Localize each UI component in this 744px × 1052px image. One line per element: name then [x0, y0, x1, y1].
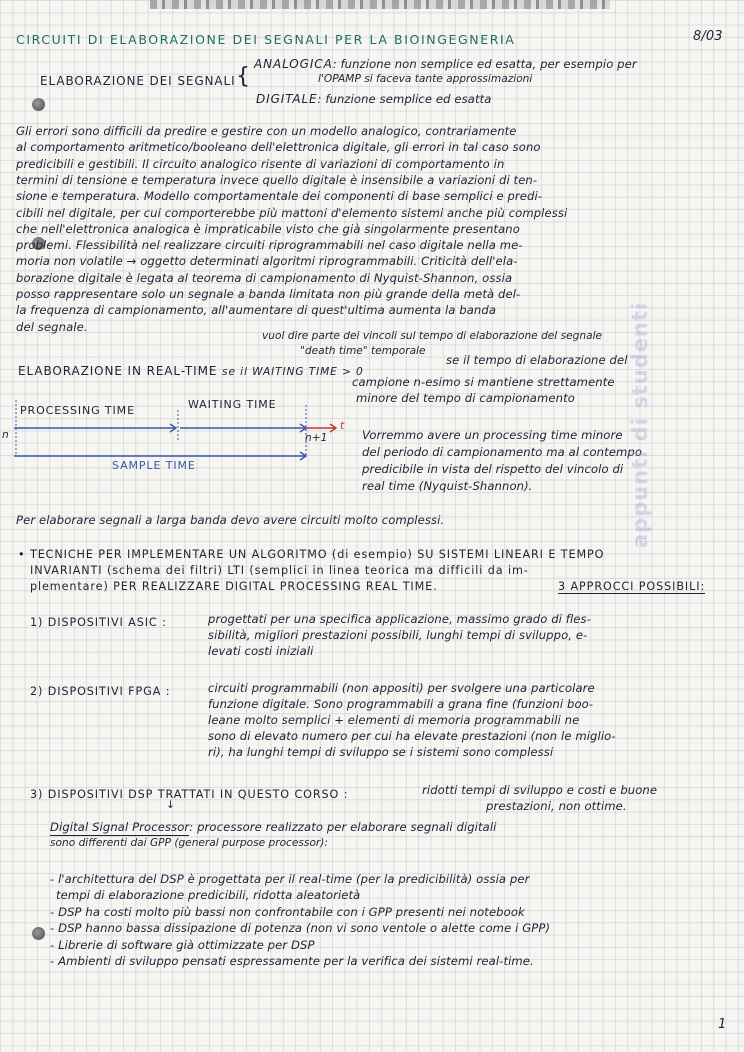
dsp-definition: Digital Signal Processor: processore realizzato per elaborare segnali digitali [50, 820, 497, 834]
text-line: del segnale. [16, 319, 88, 334]
n1-label: n+1 [305, 432, 328, 444]
realtime-cond-2: campione n-esimo si mantiene strettamente [352, 375, 615, 389]
watermark: appunti di studenti [628, 301, 652, 548]
approaches-label: 3 APPROCCI POSSIBILI: [558, 580, 706, 593]
text-line: che nell'elettronica analogica è impraticabile visto che già singolarmente presentano [16, 221, 520, 236]
processing-time-label: PROCESSING TIME [20, 404, 135, 417]
text-line: del periodo di campionamento ma al contempo [362, 445, 643, 459]
waiting-time-label: WAITING TIME [188, 398, 277, 411]
text-line: - Ambienti di sviluppo pensati espressamente per la verifica dei sistemi real-time. [50, 954, 534, 968]
digital-line: DIGITALE: funzione semplice ed esatta [256, 92, 492, 106]
date: 8/03 [693, 29, 723, 44]
text-line: ri), ha lunghi tempi di sviluppo se i sistemi sono complessi [208, 745, 554, 759]
text-line: • TECNICHE PER IMPLEMENTARE UN ALGORITMO (di esempio) SU SISTEMI LINEARI E TEMPO [18, 548, 605, 561]
text-line: sono di elevato numero per cui ha elevate prestazioni (non le miglio- [208, 729, 616, 743]
wideband-note: Per elaborare segnali a larga banda devo avere circuiti molto complessi. [16, 513, 445, 527]
text-line: Vorremmo avere un processing time minore [362, 428, 623, 442]
text-line: problemi. Flessibilità nel realizzare circuiti riprogrammabili nel caso digitale nella me- [16, 238, 523, 253]
text-line: posso rappresentare solo un segnale a banda limitata non più grande della metà del- [16, 287, 521, 301]
text-line: sibilità, migliori prestazioni possibili, lunghi tempi di sviluppo, e- [208, 628, 588, 642]
text-line: - DSP ha costi molto più bassi non confrontabile con i GPP presenti nei notebook [50, 904, 525, 919]
realtime-cond: se il tempo di elaborazione del [446, 353, 628, 367]
page-number: 1 [718, 1017, 727, 1032]
down-arrow: ↓ [166, 799, 175, 811]
text-line: plementare) PER REALIZZARE DIGITAL PROCESSING REAL TIME. [30, 580, 438, 593]
analog-line: ANALOGICA: funzione non semplice ed esatta, per esempio per [254, 57, 637, 71]
sample-time-label: SAMPLE TIME [112, 459, 196, 472]
text-line: la frequenza di campionamento, all'aumentare di quest'ultima aumenta la banda [16, 303, 497, 318]
analog-line-2: l'OPAMP si faceva tante approssimazioni [318, 73, 533, 85]
realtime-heading: ELABORAZIONE IN REAL-TIME se il WAITING TIME > 0 [18, 364, 364, 378]
text-line: termini di tensione e temperatura invece quello digitale è insensibile a variazioni di ten- [16, 172, 538, 187]
note-death-time: "death time" temporale [300, 345, 426, 357]
text-line: - Librerie di software già ottimizzate per DSP [50, 937, 315, 952]
text-line: cibili nel digitale, per cui comporterebbe più mattoni d'elemento sistemi anche più complessi [16, 205, 568, 220]
dsp-difference: sono differenti dai GPP (general purpose processor): [50, 837, 328, 849]
text-line: INVARIANTI (schema dei filtri) LTI (semplici in linea teorica ma difficili da im- [30, 564, 529, 577]
text-line: borazione digitale è legata al teorema di campionamento di Nyquist-Shannon, ossia [16, 270, 513, 285]
text-line: levati costi iniziali [208, 644, 314, 658]
realtime-cond-3: minore del tempo di campionamento [356, 391, 575, 405]
dsp-desc-1: ridotti tempi di sviluppo e costi e buone [422, 783, 658, 797]
brace: { [236, 64, 250, 89]
text-line: predicibili e gestibili. Il circuito analogico risente di variazioni di comportamento in [16, 156, 505, 171]
text-line: funzione digitale. Sono programmabili a grana fine (funzioni boo- [208, 697, 594, 711]
asic-label: 1) DISPOSITIVI ASIC : [30, 616, 167, 629]
n-label: n [2, 429, 9, 441]
text-line: Gli errori sono difficili da predire e gestire con un modello analogico, contrariamente [16, 124, 517, 138]
section-heading: ELABORAZIONE DEI SEGNALI [40, 74, 236, 88]
text-line: leane molto semplici + elementi di memoria programmabili ne [208, 713, 580, 727]
page-title: CIRCUITI DI ELABORAZIONE DEI SEGNALI PER LA BIOINGEGNERIA [16, 32, 516, 47]
text-line: moria non volatile → oggetto determinati algoritmi riprogrammabili. Criticità dell'ela- [16, 254, 518, 269]
text-line: circuiti programmabili (non appositi) per svolgere una particolare [208, 681, 595, 695]
dsp-label: 3) DISPOSITIVI DSP TRATTATI IN QUESTO CORSO : [30, 788, 349, 801]
t-label: t [340, 420, 345, 432]
text-line: sione e temperatura. Modello comportamentale dei componenti di base semplici e predi- [16, 189, 543, 204]
fpga-label: 2) DISPOSITIVI FPGA : [30, 685, 171, 698]
text-line: progettati per una specifica applicazione, massimo grado di fles- [208, 612, 591, 626]
text-line: tempi di elaborazione predicibili, ridotta aleatorietà [56, 888, 361, 903]
text-line: predicibile in vista del rispetto del vincolo di [362, 462, 624, 476]
dsp-desc-2: prestazioni, non ottime. [486, 799, 627, 813]
note-vincoli: vuol dire parte dei vincoli sul tempo di elaborazione del segnale [262, 330, 603, 342]
text-line: - l'architettura del DSP è progettata per il real-time (per la predicibilità) ossia per [50, 872, 530, 886]
text-line: - DSP hanno bassa dissipazione di potenza (non vi sono ventole o alette come i GPP) [50, 921, 551, 936]
text-line: real time (Nyquist-Shannon). [362, 479, 533, 493]
text-line: al comportamento aritmetico/booleano dell'elettronica digitale, gli errori in tal caso sono [16, 140, 541, 155]
